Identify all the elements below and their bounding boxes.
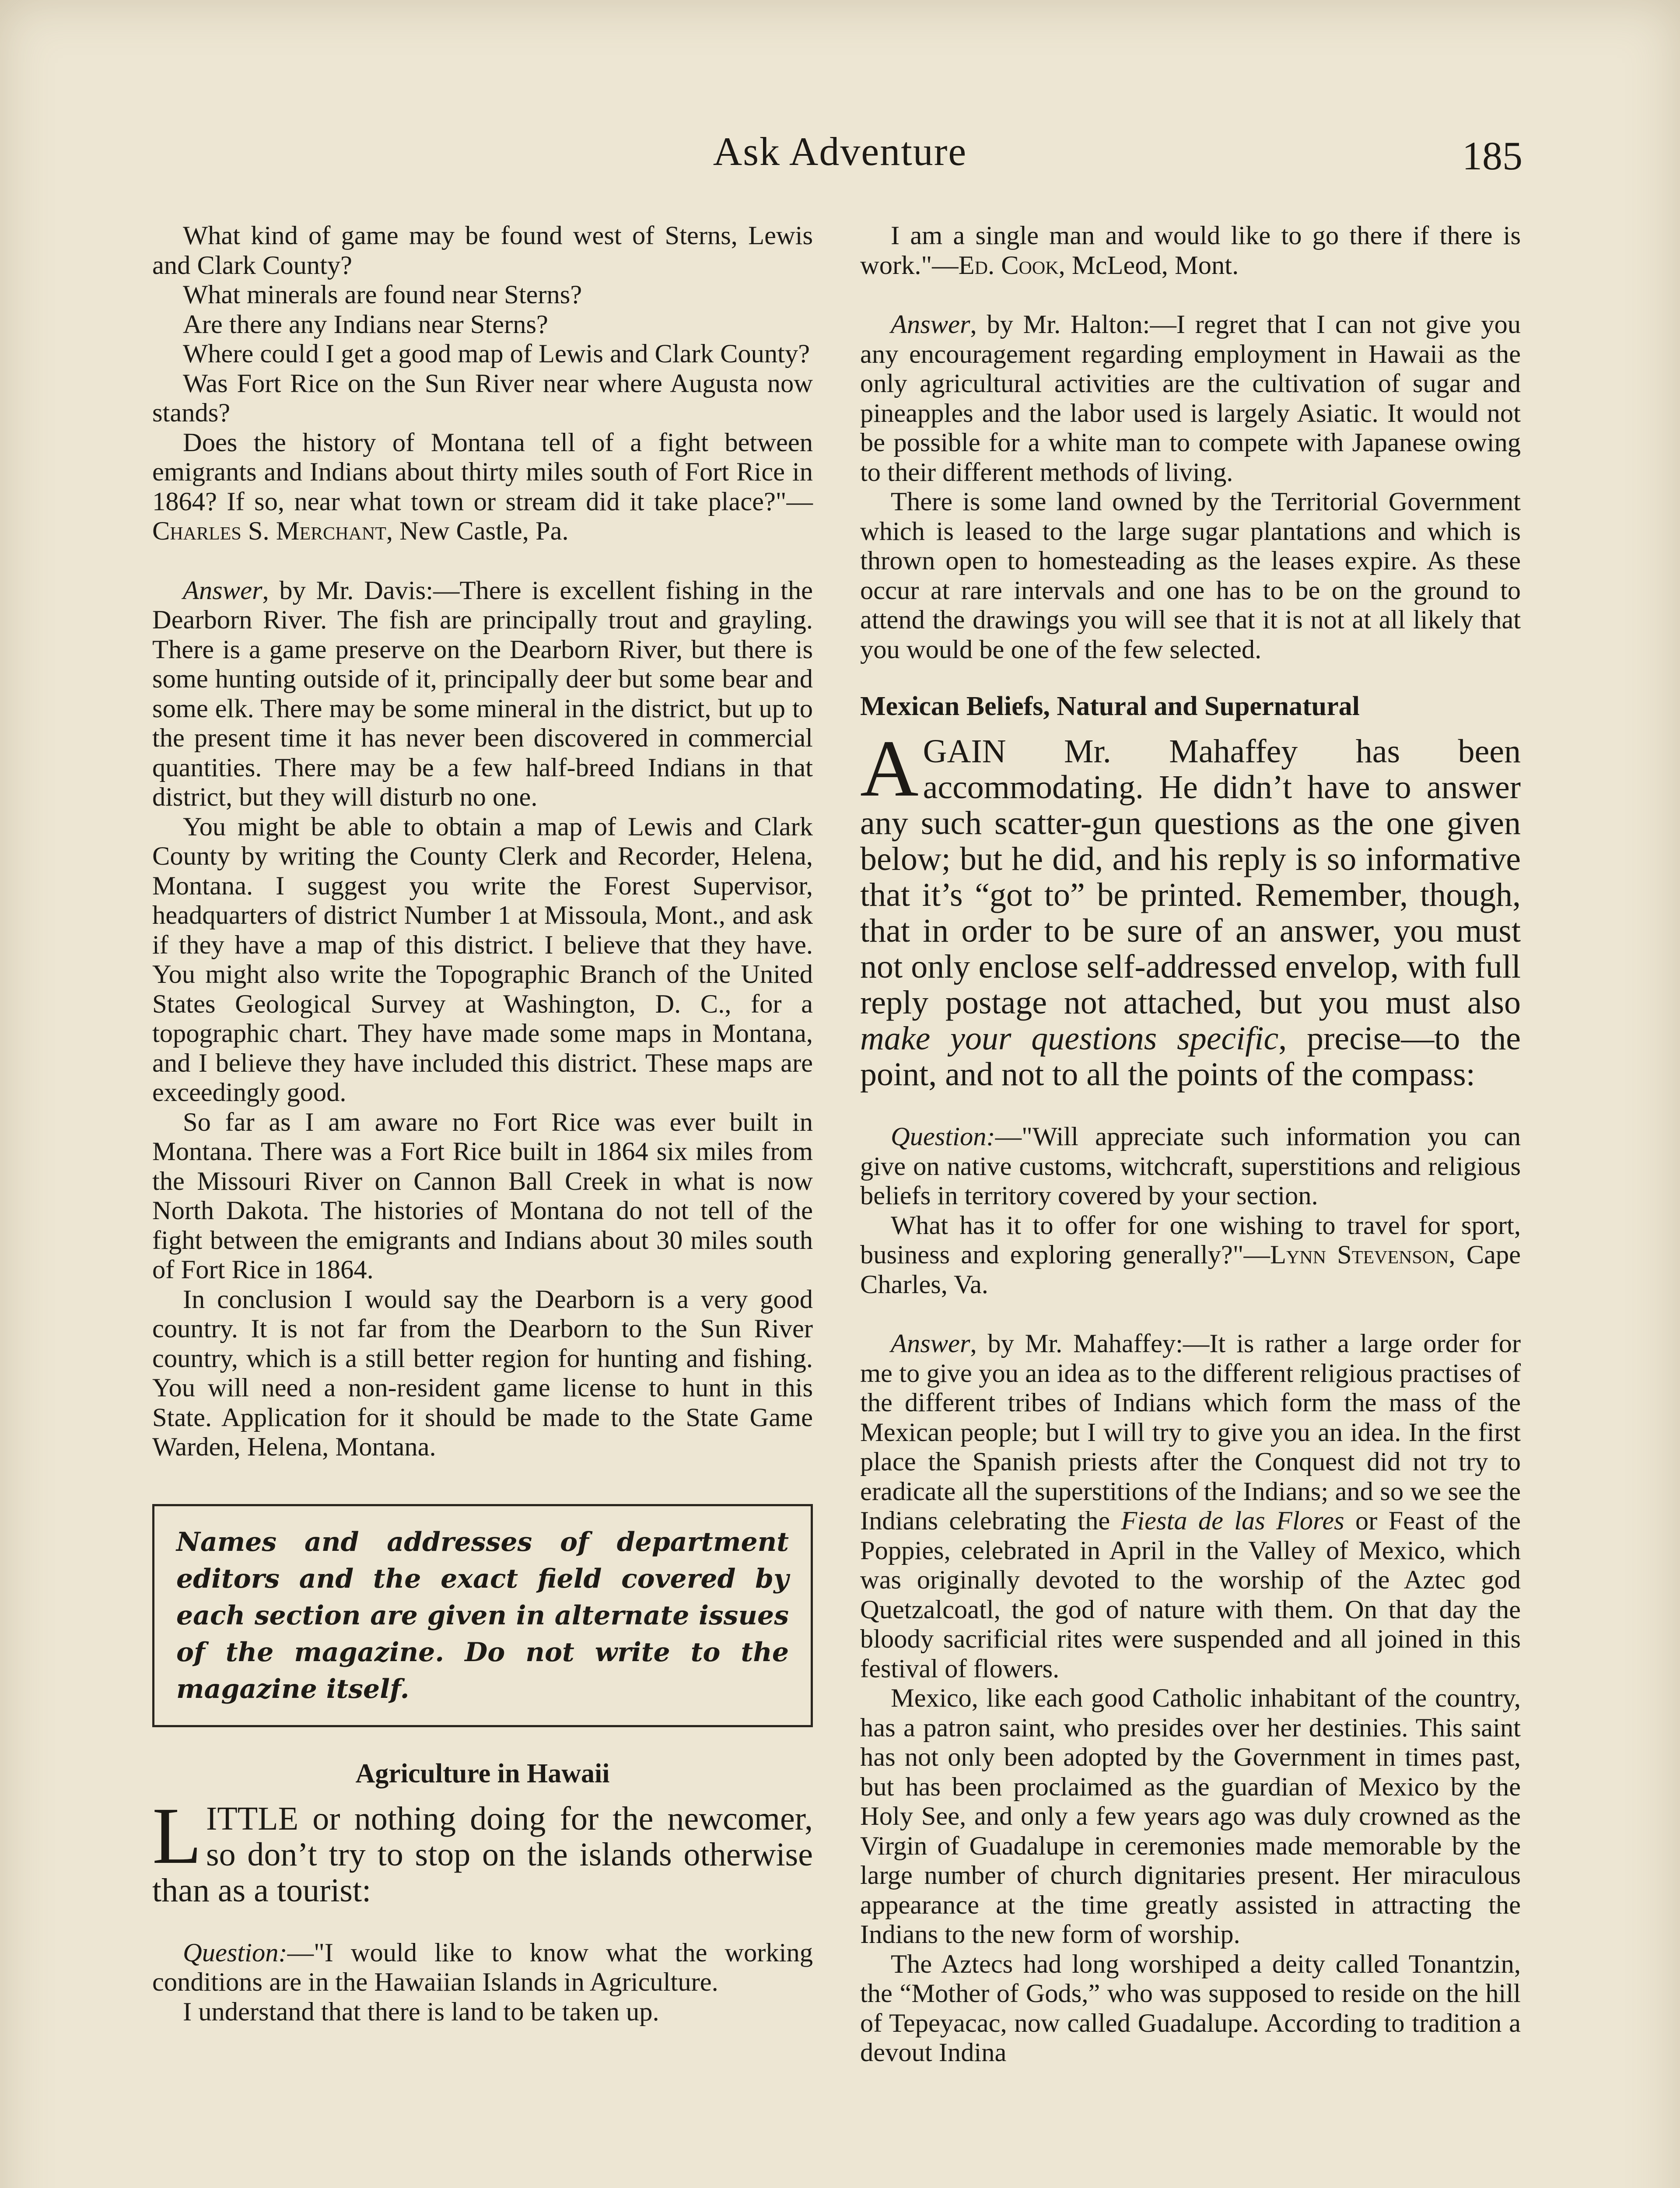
drop-cap: L xyxy=(152,1791,202,1881)
left-column xyxy=(152,221,813,2027)
section-intro: LITTLE or nothing doing for the newcomer, so don’t try to stop on the islands otherwise than as a tourist: xyxy=(152,1791,813,1909)
signature: Ed. Cook xyxy=(958,250,1059,280)
answer-label: Answer xyxy=(891,310,970,339)
answer-paragraph: You might be able to obtain a map of Lewis and Clark County by writing the County Clerk and Recorder, Helena, Montana. I suggest you write the Forest Supervisor, headquarters of district Number 1 at Missoula, Mont., and ask if they have a map of this district. I believe that they have. You might also write the Topographic Branch of the United States Geological Survey at Washington, D. C., for a topographic chart. They have made some maps in Montana, and I believe they have included this district. These maps are exceedingly good. xyxy=(152,812,813,1107)
question-paragraph: What minerals are found near Sterns? xyxy=(183,280,582,309)
question-label: Question: xyxy=(183,1938,287,1967)
drop-cap: A xyxy=(860,724,919,813)
answer-label: Answer xyxy=(891,1329,970,1358)
answer-paragraph: Mexico, like each good Catholic inhabitant of the country, has a patron saint, who presides over her destinies. This saint has not only been adopted by the Government in times past, but has been proclaimed as the guardian of Mexico by the Holy See, and only a few years ago was duly crowned as the Virgin of Guadalupe in ceremonies made memorable by the large number of church dignitaries present. Her miraculous appearance at the time greatly assisted in attracting the Indians to the new form of worship. xyxy=(860,1683,1521,1949)
question-label: Question: xyxy=(891,1122,995,1151)
question-paragraph: I understand that there is land to be taken up. xyxy=(183,1997,659,2027)
answer-paragraph: Answer, by Mr. Davis:—There is excellent fishing in the Dearborn River. The fish are principally trout and grayling. There is a game preserve on the Dearborn River, but there is some hunting outside of it, principally deer but some bear and some elk. There may be some mineral in the district, but up to the present time it has never been discovered in commercial quantities. There may be a few half-breed Indians in that district, but they will disturb no one. xyxy=(152,575,813,812)
question-paragraph: Question:—"I would like to know what the working conditions are in the Hawaiian Islands in Agriculture. xyxy=(152,1938,813,1997)
question-paragraph: Are there any Indians near Sterns? xyxy=(183,309,548,339)
answer-paragraph: The Aztecs had long worshiped a deity called Tonantzin, the “Mother of Gods,” who was supposed to reside on the hill of Tepeyacac, now called Guadalupe. According to tradition a devout Indina xyxy=(860,1949,1521,2067)
page-number: 185 xyxy=(1462,133,1522,178)
running-header: Ask Adventure xyxy=(713,129,967,174)
question-paragraph: What kind of game may be found west of Sterns, Lewis and Clark County? xyxy=(152,221,813,280)
section-intro: AGAIN Mr. Mahaffey has been accommodating. He didn’t have to answer any such scatter-gun questions as the one given below; but he did, and his reply is so informative that it’s “got to” be printed. Remember, though, that in order to be sure of an answer, you must not only enclose self-addressed envelop, with full reply postage not attached, but you must also make your questions specific, precise—to the point, and not to all the points of the compass: xyxy=(860,724,1521,1093)
answer-paragraph: In conclusion I would say the Dearborn is a very good country. It is not far from the Dearborn to the Sun River country, which is a still better region for hunting and fishing. You will need a non-resident game license to hunt in this State. Application for it should be made to the State Game Warden, Helena, Montana. xyxy=(152,1284,813,1462)
editorial-notice-box: Names and addresses of department editors and the exact field covered by each section are given in alternate issues of the magazine. Do not write to the magazine itself. xyxy=(152,1504,813,1727)
signature: Charles S. Merchant xyxy=(152,516,386,546)
right-column xyxy=(860,221,1521,2068)
question-paragraph: Question:—"Will appreciate such information you can give on native customs, witchcraft, superstitions and religious beliefs in territory covered by your section. xyxy=(860,1122,1521,1210)
question-paragraph: Does the history of Montana tell of a fight between emigrants and Indians about thirty miles south of Fort Rice in 1864? If so, near what town or stream did it take place?"—Charles S. Merchant, New Castle, Pa. xyxy=(152,428,813,546)
question-paragraph: Was Fort Rice on the Sun River near where Augusta now stands? xyxy=(152,368,813,428)
section-heading: Agriculture in Hawaii xyxy=(355,1758,610,1788)
section-heading: Mexican Beliefs, Natural and Supernatural xyxy=(860,691,1360,721)
answer-label: Answer xyxy=(183,575,262,605)
answer-paragraph: There is some land owned by the Territorial Government which is leased to the large sugar plantations and which is thrown open to homesteading as the leases expire. As these occur at rare intervals and one has to be on the ground to attend the drawings you will see that it is not at all likely that you would be one of the few selected. xyxy=(860,487,1521,664)
signature: Lynn Stevenson xyxy=(1270,1240,1449,1269)
question-paragraph: What has it to offer for one wishing to travel for sport, business and exploring generally?"—Lynn Stevenson, Cape Charles, Va. xyxy=(860,1210,1521,1299)
question-paragraph: Where could I get a good map of Lewis and Clark County? xyxy=(183,339,810,368)
question-paragraph: I am a single man and would like to go there if there is work."—Ed. Cook, McLeod, Mont. xyxy=(860,221,1521,280)
answer-paragraph: So far as I am aware no Fort Rice was ever built in Montana. There was a Fort Rice built in 1864 six miles from the Missouri River on Cannon Ball Creek in what is now North Dakota. The histories of Montana do not tell of the fight between the emigrants and Indians about 30 miles south of Fort Rice in 1864. xyxy=(152,1107,813,1284)
answer-paragraph: Answer, by Mr. Mahaffey:—It is rather a large order for me to give you an idea as to the different religious practises of the different tribes of Indians which form the mass of the Mexican people; but I will try to give you an idea. In the first place the Spanish priests after the Conquest did not try to eradicate all the superstitions of the Indians; and so we see the Indians celebrating the Fiesta de las Flores or Feast of the Poppies, celebrated in April in the Valley of Mexico, which was originally devoted to the worship of the Aztec god Quetzalcoatl, the god of nature with them. On that day the bloody sacrificial rites were suspended and all joined in this festival of flowers. xyxy=(860,1329,1521,1683)
answer-paragraph: Answer, by Mr. Halton:—I regret that I can not give you any encouragement regarding employment in Hawaii as the only agricultural activities are the cultivation of sugar and pineapples and the labor used is largely Asiatic. It would not be possible for a white man to compete with Japanese owing to their different methods of living. xyxy=(860,310,1521,487)
